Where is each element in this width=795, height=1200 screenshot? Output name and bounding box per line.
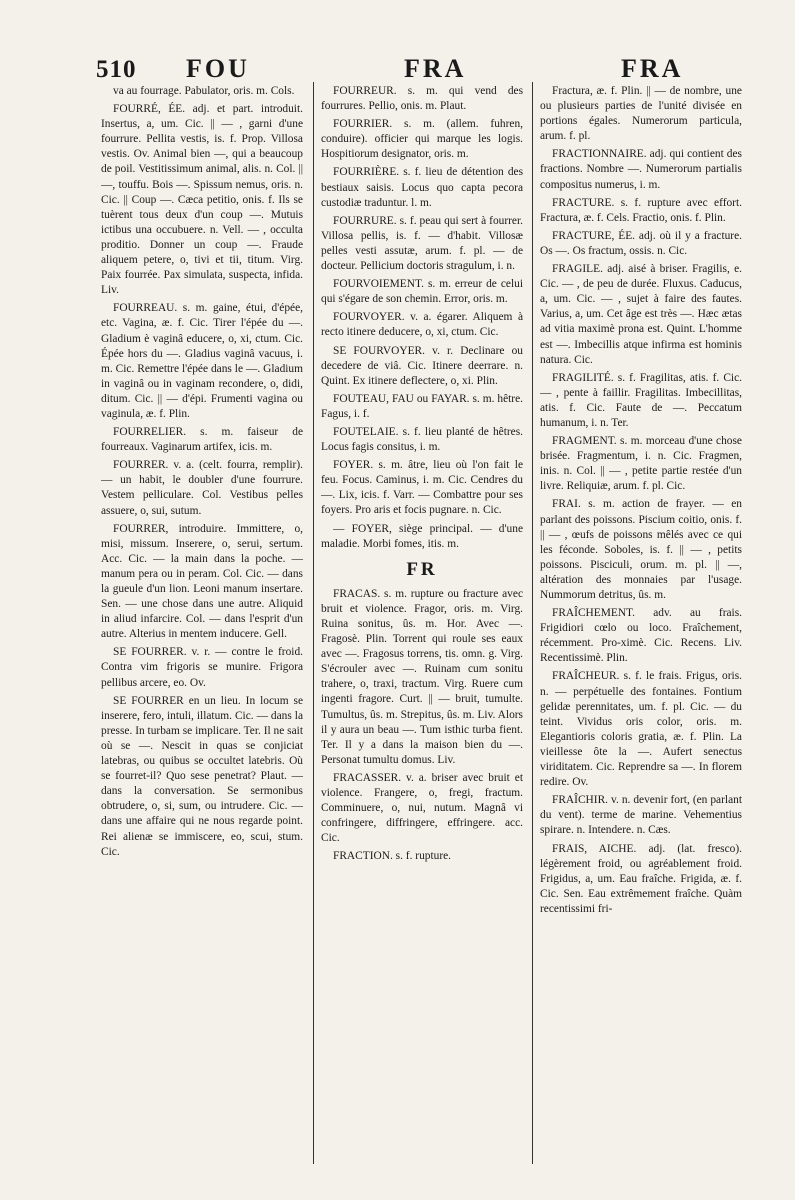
dictionary-entry: FRACASSER. v. a. briser avec bruit et violence. Frangere, o, fregi, fractum. Comminuere, o, nui, nutum. Magnâ vi confringere, diffringere, effringere. acc. Cic. (321, 771, 523, 845)
column-left (101, 84, 303, 1164)
dictionary-entry: FOURREUR. s. m. qui vend des fourrures. Pellio, onis. m. Plaut. (321, 85, 523, 113)
dictionary-entry: FRAÎCHEUR. s. f. le frais. Frigus, oris. n. — perpétuelle des fontaines. Fontium gelidæ perennitates, um. f. pl. Cic. — du teint. Vividus oris color, oris. m. Elegantioris coloris gratia, æ. f. Plin. La vieillesse ôte la —. Aufert senectus viriditatem. Cic. Reprendre sa —. In florem redire. Ov. (540, 670, 742, 789)
dictionary-entry: FOURRIÈRE. s. f. lieu de détention des bestiaux saisis. Locus quo capta pecora custodiæ traduntur. l. m. (321, 166, 523, 209)
running-head-middle: FRA (404, 54, 467, 83)
column-middle (321, 84, 523, 1164)
dictionary-entry: FRACAS. s. m. rupture ou fracture avec bruit et violence. Fragor, oris. m. Virg. Ruina sonitus, ûs. m. Hor. Avec —. Fragosè. Plin. Torrent qui roule ses eaux avec —. Fragosus torrens, tis. omn. g. Virg. S'écrouler avec —. Ruinam cum sonitu trahere, o, traxi, tractum. Virg. Ruere cum ingenti fragore. Curt. || — bruit, tumulte. Tumultus, ûs. m. Strepitus, ûs. m. Liv. Alors il y aura un beau —. Tum isthic turba fient. Ter. Il y a dans la maison bien du —. Personat tumultu domus. Liv. (321, 587, 523, 766)
dictionary-entry: FRACTURE. s. f. rupture avec effort. Fractura, æ. f. Cels. Fractio, onis. f. Plin. (540, 196, 742, 224)
page-number: 510 (96, 56, 137, 83)
dictionary-entry: FOURREAU. s. m. gaine, étui, d'épée, etc. Vagina, æ. f. Cic. Tirer l'épée du —. Gladium è vaginâ educere, o, xi, ctum. Cic. Épée hors du —. Gladius vaginâ vacuus, i. m. Cic. Remettre l'épée dans le —. Gladium in vaginâ ou in vaginam recondere, o, didi, ditum. Cic. || — d'épi. Frumenti vagina ou vaginula, æ. f. Plin. (101, 302, 303, 420)
dictionary-entry: SE FOURVOYER. v. r. Declinare ou decedere de viâ. Cic. Itinere deerrare. n. Quint. Ex itinere deflectere, o, xi. Plin. (321, 344, 523, 387)
dictionary-entry: FOURRÉ, ÉE. adj. et part. introduit. Insertus, a, um. Cic. || — , garni d'une fourrure. Pellita vestis, is. f. Prop. Villosa vestis. Ov. Animal bien —, qui a beaucoup de poil. Vestitissimum animal, alis. n. Col. || —, touffu. Bois —. Spissum nemus, oris. n. Cic. || Coup —. Cæca petitio, onis. f. Ils se tuèrent tous deux d'un coup —. Mutuis ictibus una occubuere. n. Vell. — , occulta proditio. Donner un coup —. Fraude aliquem petere, o, tivi et tii, titum. Virg. Paix fourrée. Pax simulata, suspecta, infida. Liv. (101, 103, 303, 297)
dictionary-entry: FRACTIONNAIRE. adj. qui contient des fractions. Nombre —. Numerorum partialis compositus numerus, i. m. (540, 148, 742, 191)
page-header (96, 52, 756, 86)
dictionary-entry: FRAI. s. m. action de frayer. — en parlant des poissons. Piscium coitio, onis. f. || — , œufs de poissons mêlés avec ce qui les féconde. Soboles, is. f. || — , petits poissons. Pisciculi, orum. m. pl. || —, altération des monnaies par l'usage. Nummorum detritus, ûs. m. (540, 498, 742, 601)
column-right (540, 84, 742, 1164)
dictionary-entry: SE FOURRER en un lieu. In locum se inserere, fero, intuli, illatum. Cic. — dans la presse. In turbam se implicare. Ter. Il ne sait où se —. Nescit in quas se conjiciat latebras, ou quibus se occultet latebris. Où se fourret-il? Quo sese penetrat? Plaut. — dans la conversation. Se sermonibus obtrudere, o, si, sum, ou intrudere. Cic. — dans une affaire qui ne nous regarde point. Rei alienæ se immiscere, eo, scui, stum. Cic. (101, 694, 303, 858)
dictionary-entry: FRAIS, AICHE. adj. (lat. fresco). légèrement froid, ou agréablement froid. Frigidus, a, um. Eau fraîche. Frigida, æ. f. Cic. Sen. Eau extrêmement fraîche. Quàm recentissimi fri- (540, 842, 742, 915)
dictionary-entry: FRAÎCHIR. v. n. devenir fort, (en parlant du vent). terme de marine. Vehementius spirare. n. Intendere. n. Cæs. (540, 794, 742, 837)
dictionary-entry: FRACTION. s. f. rupture. (333, 850, 452, 863)
dictionary-entry: FOURRER, introduire. Immittere, o, misi, missum. Inserere, o, serui, sertum. Acc. Cic. — la main dans la poche. — manum pera ou in peram. Col. Cic. — dans la gueule d'un lion. Leoni manum insertare. Sen. — une chose dans une autre. Aliquid in aliud infarcire. Col. — dans l'esprit d'un autre. Alterius in mentem inducere. Gell. (101, 522, 303, 641)
dictionary-entry: FOUTEAU, FAU ou FAYAR. s. m. hêtre. Fagus, i. f. (321, 392, 523, 420)
dictionary-entry: FRAGILE. adj. aisé à briser. Fragilis, e. Cic. — , de peu de durée. Fluxus. Caducus, a, um. Cic. — , sujet à faire des fautes. Varius, a, um. Cet âge est très —. Hæc ætas ad vitia maximè prona est. Quint. L'homme est —. Imbecillis atque infirma est hominis natura. Cic. (540, 263, 742, 366)
dictionary-entry: FOUTELAIE. s. f. lieu planté de hêtres. Locus fagis consitus, i. m. (321, 425, 523, 454)
section-heading: FR (406, 558, 438, 580)
dictionary-entry: FRAÎCHEMENT. adv. au frais. Frigidiori cœlo ou loco. Fraîchement, récemment. Pro-ximè. Cic. Recens. Liv. Recentissimè. Plin. (540, 607, 742, 665)
dictionary-entry: FRACTURE, ÉE. adj. où il y a fracture. Os —. Os fractum, ossis. n. Cic. (540, 229, 742, 257)
dictionary-entry: FRAGMENT. s. m. morceau d'une chose brisée. Fragmentum, i. n. Cic. Fragmen, inis. n. Col. || — , petite partie restée d'un livre. Reliquiæ, arum. f. pl. Cic. (540, 435, 742, 493)
column-rule (532, 82, 533, 1164)
dictionary-entry: va au fourrage. Pabulator, oris. m. Cols. (113, 85, 295, 97)
dictionary-entry: FOYER. s. m. âtre, lieu où l'on fait le feu. Focus. Caminus, i. m. Cic. Cendres du —. Lix, icis. f. Varr. — Combattre pour ses foyers. Pro aris et focis pugnare. n. Cic. (321, 459, 523, 517)
dictionary-entry: FOURRURE. s. f. peau qui sert à fourrer. Villosa pellis, is. f. — d'habit. Villosæ pelles vesti assutæ, arum. f. pl. — de docteur. Pellicium doctoris stragulum, i. n. (321, 214, 523, 273)
column-rule (313, 82, 314, 1164)
dictionary-entry: FRAGILITÉ. s. f. Fragilitas, atis. f. Cic. — , pente à faillir. Fragilitas. Imbecillitas, atis. f. Cic. Faute de —. Peccatum humanum, i. n. Ter. (540, 371, 742, 429)
dictionary-entry: — FOYER, siège principal. — d'une maladie. Morbi fomes, itis. m. (321, 522, 523, 550)
dictionary-entry: FOURVOIEMENT. s. m. erreur de celui qui s'égare de son chemin. Error, oris. m. (321, 278, 523, 306)
dictionary-entry: FOURRIER. s. m. (allem. fuhren, conduire). officier qui marque les logis. Hospitiorum designator, oris. m. (321, 118, 523, 161)
dictionary-entry: Fractura, æ. f. Plin. || — de nombre, une ou plusieurs parties de l'unité divisée en portions égales. Numerorum particula, arum. f. pl. (540, 85, 742, 143)
dictionary-entry: FOURVOYER. v. a. égarer. Aliquem à recto itinere deducere, o, xi, ctum. Cic. (321, 311, 523, 339)
running-head-right: FRA (621, 54, 684, 83)
dictionary-entry: SE FOURRER. v. r. — contre le froid. Contra vim frigoris se munire. Frigora pellibus arcere, eo. Ov. (101, 646, 303, 689)
running-head-left: FOU (186, 54, 250, 83)
dictionary-entry: FOURRELIER. s. m. faiseur de fourreaux. Vaginarum artifex, icis. m. (101, 426, 303, 454)
dictionary-entry: FOURRER. v. a. (celt. fourra, remplir). — un habit, le doubler d'une fourrure. Vestem pelliculare. Col. Vestibus pelles assuere, o, sui, sutum. (101, 459, 303, 517)
